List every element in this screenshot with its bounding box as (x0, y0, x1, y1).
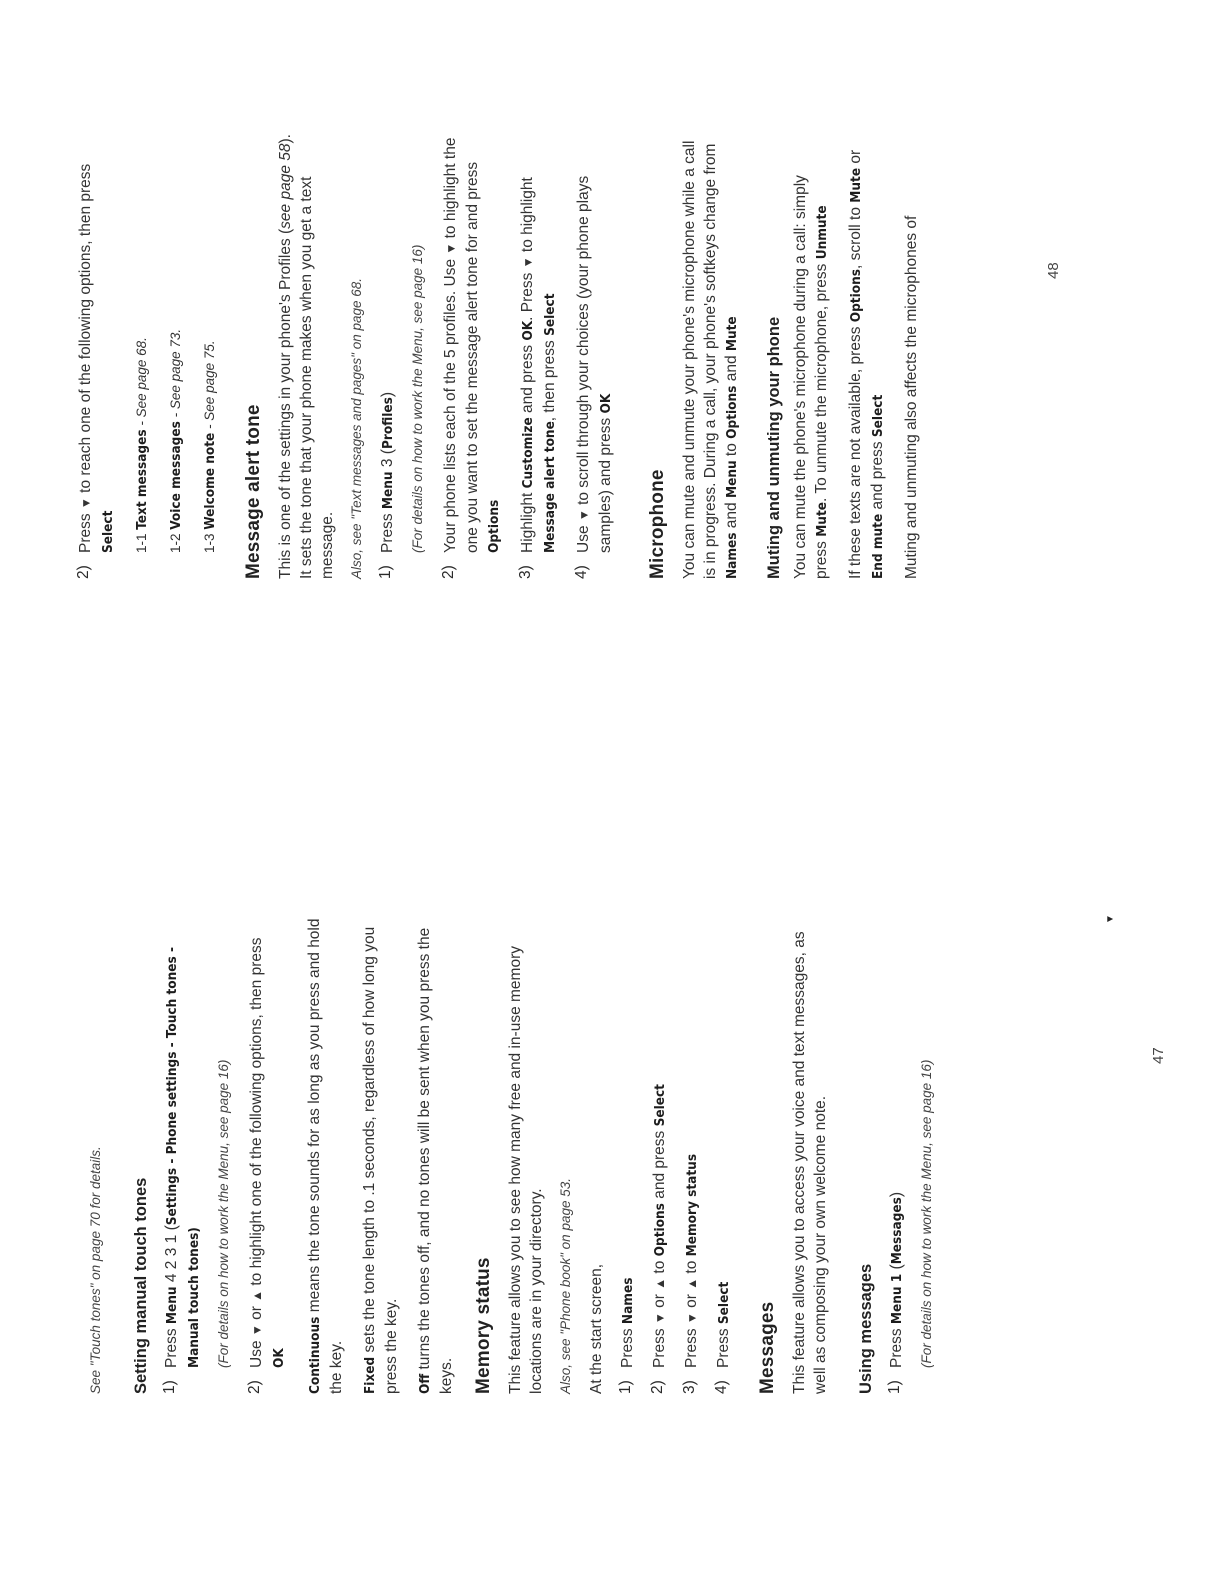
down-arrow-icon: ▼ (521, 256, 535, 269)
intro-note: See "Touch tones" on page 70 for details. (88, 1146, 103, 1394)
down-arrow-icon: ▼ (653, 1312, 667, 1325)
alert-step-4: 4) Use ▼ to scroll through your choices (your phone plays samples) and press OK (573, 175, 614, 579)
option-off: Off turns the tones off, and no tones will be sent when you press the keys. (416, 927, 455, 1394)
alert-step-1-note: (For details on how to work the Menu, see page 16) (410, 244, 425, 553)
page-48 (0, 59, 1224, 579)
alert-step-3: 3) Highlight Customize and press OK. Press ▼ to highlight Message alert tone, then press Select (517, 177, 558, 579)
messages-intro: This feature allows you to access your voice and text messages, as well as composing your own welcome note. (791, 931, 829, 1394)
memory-step-1: 1) Press Names (617, 1277, 636, 1394)
up-arrow-icon: ▲ (685, 1277, 699, 1290)
option-voice-messages: 1-2 Voice messages - See page 73. (168, 328, 184, 553)
heading-muting: Muting and unmuting your phone (765, 316, 783, 579)
muting-p1: You can mute the phone's microphone during a call: simply press Mute. To unmute the microphone, press Unmute (792, 175, 830, 579)
option-welcome-note: 1-3 Welcome note - See page 75. (202, 340, 218, 553)
down-arrow-icon: ▼ (577, 509, 591, 522)
muting-p3: Muting and unmuting also affects the microphones of (903, 215, 920, 579)
muting-p2: If these texts are not available, press Options, scroll to Mute or End mute and press Select (847, 149, 886, 579)
memory-intro: This feature allows you to see how many free and in-use memory locations are in your directory. (507, 946, 545, 1394)
heading-memory-status: Memory status (473, 1257, 494, 1394)
down-arrow-icon: ▼ (685, 1312, 699, 1325)
menu-key: Menu (164, 1286, 180, 1325)
page-number-48: 48 (1045, 262, 1062, 279)
using-step-1-note: (For details on how to work the Menu, see page 16) (919, 1059, 934, 1368)
alert-also: Also, see "Text messages and pages" on page 68. (349, 277, 364, 579)
continue-bullet-icon: ▼ (1105, 914, 1116, 924)
page-47 (0, 754, 1224, 1394)
page-number-47: 47 (1150, 1047, 1167, 1064)
alert-step-1: 1) Press Menu 3 (Profiles) (377, 391, 396, 579)
touch-step-1: 1) Press Menu 4 2 3 1 (Settings - Phone settings - Touch tones - Manual touch tones) (161, 946, 202, 1394)
using-step-1: 1) Press Menu 1 (Messages) (886, 1191, 905, 1394)
heading-microphone: Microphone (647, 469, 668, 579)
names-key: Names (620, 1277, 636, 1325)
down-arrow-icon: ▼ (444, 242, 458, 255)
heading-message-alert-tone: Message alert tone (243, 404, 264, 579)
page-47-column (85, 914, 937, 1394)
alert-step-2: 2) Your phone lists each of the 5 profiles. Use ▼ to highlight the one you want to set the message alert tone for and press Options (440, 137, 502, 579)
down-arrow-icon: ▼ (250, 1324, 264, 1337)
option-fixed: Fixed sets the tone length to .1 seconds, regardless of how long you press the key. (361, 926, 400, 1394)
option-text-messages: 1-1 Text messages - See page 68. (134, 337, 150, 553)
memory-step-3: 3) Press ▼ or ▲ to Memory status (681, 1153, 700, 1394)
memory-step-4: 4) Press Select (713, 1281, 732, 1394)
heading-messages: Messages (757, 1301, 778, 1394)
up-arrow-icon: ▲ (653, 1277, 667, 1290)
menu-path: Settings - Phone settings - Touch tones - Manual touch tones (164, 946, 202, 1368)
heading-using-messages: Using messages (857, 1263, 875, 1394)
cont-step-2: 2) Press ▼ to reach one of the following options, then press Select (75, 163, 116, 579)
heading-manual-touch-tones: Setting manual touch tones (132, 1177, 150, 1394)
memory-step-2: 2) Press ▼ or ▲ to Options and press Select (649, 1084, 668, 1394)
microphone-intro: You can mute and unmute your phone's microphone while a call is in progress. During a call, your phone's softkeys change from Names and Menu to Options and Mute (681, 140, 740, 579)
alert-intro: This is one of the settings in your phone's Profiles (see page 58). It sets the tone that your phone makes when you get a text message. (277, 134, 336, 579)
down-arrow-icon: ▼ (79, 497, 93, 510)
touch-step-1-note: (For details on how to work the Menu, see page 16) (216, 1059, 231, 1368)
memory-also: Also, see "Phone book" on page 53. (558, 1178, 573, 1394)
ok-key: OK (271, 1348, 287, 1368)
touch-step-2: 2) Use ▼ or ▲ to highlight one of the following options, then press OK (246, 937, 287, 1394)
up-arrow-icon: ▲ (250, 1289, 264, 1302)
memory-start: At the start screen, (588, 1263, 605, 1394)
option-continuous: Continuous means the tone sounds for as long as you press and hold the key. (306, 918, 345, 1394)
page-48-column (75, 134, 922, 579)
